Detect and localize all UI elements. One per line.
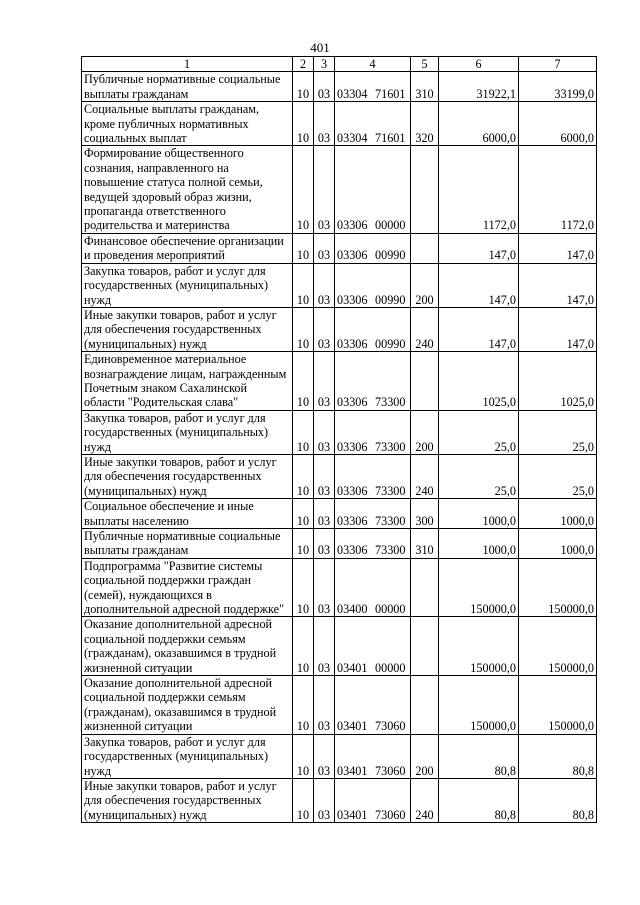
row-subsection: 03 <box>314 146 335 233</box>
table-row <box>82 778 597 822</box>
row-amount-year2: 80,8 <box>519 778 597 822</box>
table-row <box>82 72 597 102</box>
row-section: 10 <box>293 263 314 307</box>
row-section: 10 <box>293 102 314 146</box>
page-number: 401 <box>310 40 330 55</box>
row-name: Социальные выплаты гражданам, кроме публичных нормативных социальных выплат <box>82 102 293 146</box>
row-amount-year2: 1000,0 <box>519 499 597 529</box>
target-article-part2: 00000 <box>375 660 406 675</box>
row-amount-year1: 1172,0 <box>439 146 519 233</box>
row-amount-year1: 80,8 <box>439 778 519 822</box>
row-amount-year2: 147,0 <box>519 263 597 307</box>
row-amount-year2: 147,0 <box>519 307 597 351</box>
target-article-part2: 71601 <box>375 86 406 101</box>
target-article-part2: 00000 <box>375 602 406 617</box>
row-name: Публичные нормативные социальные выплаты гражданам <box>82 529 293 559</box>
target-article-part1: 03401 <box>337 763 368 778</box>
row-section: 10 <box>293 410 314 454</box>
row-name: Подпрограмма "Развитие системы социальной поддержки граждан (семей), нуждающихся в дополнительной адресной поддержке" <box>82 558 293 617</box>
row-target-article <box>335 263 411 307</box>
table-row <box>82 676 597 735</box>
row-expense-type <box>411 617 439 676</box>
table-row <box>82 454 597 498</box>
table-row <box>82 263 597 307</box>
row-section: 10 <box>293 72 314 102</box>
target-article-part1: 03306 <box>337 439 368 454</box>
row-amount-year2: 147,0 <box>519 233 597 263</box>
row-amount-year1: 150000,0 <box>439 558 519 617</box>
row-target-article <box>335 734 411 778</box>
row-name: Оказание дополнительной адресной социальной поддержки семьям (гражданам), оказавшимся в трудной жизненной ситуации <box>82 617 293 676</box>
row-amount-year2: 1000,0 <box>519 529 597 559</box>
row-target-article <box>335 454 411 498</box>
row-section: 10 <box>293 778 314 822</box>
row-subsection: 03 <box>314 558 335 617</box>
row-subsection: 03 <box>314 454 335 498</box>
row-target-article <box>335 233 411 263</box>
target-article-part1: 03306 <box>337 218 368 233</box>
row-target-article <box>335 102 411 146</box>
table-row <box>82 499 597 529</box>
row-expense-type: 200 <box>411 263 439 307</box>
row-subsection: 03 <box>314 102 335 146</box>
row-subsection: 03 <box>314 676 335 735</box>
row-name: Закупка товаров, работ и услуг для государственных (муниципальных) нужд <box>82 410 293 454</box>
row-name: Закупка товаров, работ и услуг для государственных (муниципальных) нужд <box>82 263 293 307</box>
row-amount-year2: 80,8 <box>519 734 597 778</box>
row-target-article <box>335 72 411 102</box>
row-target-article <box>335 352 411 411</box>
row-subsection: 03 <box>314 72 335 102</box>
table-row <box>82 146 597 233</box>
row-expense-type: 240 <box>411 454 439 498</box>
table-row <box>82 410 597 454</box>
row-name: Финансовое обеспечение организации и проведения мероприятий <box>82 233 293 263</box>
target-article-part1: 03306 <box>337 248 368 263</box>
row-subsection: 03 <box>314 529 335 559</box>
row-subsection: 03 <box>314 233 335 263</box>
target-article-part2: 73060 <box>375 807 406 822</box>
row-name: Закупка товаров, работ и услуг для государственных (муниципальных) нужд <box>82 734 293 778</box>
row-subsection: 03 <box>314 352 335 411</box>
table-body <box>82 72 597 823</box>
row-subsection: 03 <box>314 617 335 676</box>
row-amount-year2: 25,0 <box>519 454 597 498</box>
row-subsection: 03 <box>314 410 335 454</box>
row-amount-year1: 31922,1 <box>439 72 519 102</box>
target-article-part2: 00000 <box>375 218 406 233</box>
row-name: Иные закупки товаров, работ и услуг для обеспечения государственных (муниципальных) нужд <box>82 454 293 498</box>
row-amount-year1: 147,0 <box>439 307 519 351</box>
row-amount-year2: 33199,0 <box>519 72 597 102</box>
row-expense-type: 300 <box>411 499 439 529</box>
row-amount-year2: 150000,0 <box>519 617 597 676</box>
row-name: Оказание дополнительной адресной социальной поддержки семьям (гражданам), оказавшимся в трудной жизненной ситуации <box>82 676 293 735</box>
row-name: Социальное обеспечение и иные выплаты населению <box>82 499 293 529</box>
row-target-article <box>335 146 411 233</box>
row-amount-year1: 147,0 <box>439 263 519 307</box>
row-amount-year2: 150000,0 <box>519 676 597 735</box>
row-amount-year1: 1000,0 <box>439 499 519 529</box>
row-name: Иные закупки товаров, работ и услуг для обеспечения государственных (муниципальных) нужд <box>82 307 293 351</box>
row-amount-year2: 6000,0 <box>519 102 597 146</box>
row-section: 10 <box>293 307 314 351</box>
row-target-article <box>335 499 411 529</box>
row-section: 10 <box>293 146 314 233</box>
row-expense-type: 200 <box>411 410 439 454</box>
row-section: 10 <box>293 352 314 411</box>
row-amount-year1: 147,0 <box>439 233 519 263</box>
budget-table <box>81 56 597 823</box>
target-article-part1: 03306 <box>337 543 368 558</box>
target-article-part1: 03401 <box>337 807 368 822</box>
row-expense-type <box>411 676 439 735</box>
row-expense-type <box>411 146 439 233</box>
row-amount-year1: 150000,0 <box>439 676 519 735</box>
table-row <box>82 558 597 617</box>
row-expense-type: 310 <box>411 72 439 102</box>
row-section: 10 <box>293 558 314 617</box>
row-amount-year1: 6000,0 <box>439 102 519 146</box>
target-article-part1: 03306 <box>337 395 368 410</box>
column-header: 5 <box>411 57 439 72</box>
target-article-part1: 03304 <box>337 131 368 146</box>
target-article-part2: 00990 <box>375 248 406 263</box>
table-row <box>82 352 597 411</box>
target-article-part1: 03304 <box>337 86 368 101</box>
row-expense-type: 320 <box>411 102 439 146</box>
row-amount-year1: 150000,0 <box>439 617 519 676</box>
row-target-article <box>335 529 411 559</box>
table-row <box>82 307 597 351</box>
target-article-part2: 73300 <box>375 543 406 558</box>
target-article-part2: 71601 <box>375 131 406 146</box>
target-article-part1: 03306 <box>337 336 368 351</box>
table-row <box>82 617 597 676</box>
column-header: 4 <box>335 57 411 72</box>
target-article-part2: 73060 <box>375 719 406 734</box>
row-amount-year1: 25,0 <box>439 454 519 498</box>
row-target-article <box>335 617 411 676</box>
column-header: 2 <box>293 57 314 72</box>
column-header: 3 <box>314 57 335 72</box>
row-expense-type: 200 <box>411 734 439 778</box>
row-expense-type <box>411 233 439 263</box>
row-section: 10 <box>293 233 314 263</box>
row-section: 10 <box>293 617 314 676</box>
row-name: Иные закупки товаров, работ и услуг для обеспечения государственных (муниципальных) нужд <box>82 778 293 822</box>
row-expense-type: 310 <box>411 529 439 559</box>
row-expense-type: 240 <box>411 307 439 351</box>
row-expense-type <box>411 558 439 617</box>
row-target-article <box>335 307 411 351</box>
row-amount-year1: 1025,0 <box>439 352 519 411</box>
table-row <box>82 102 597 146</box>
row-subsection: 03 <box>314 734 335 778</box>
target-article-part1: 03306 <box>337 292 368 307</box>
row-amount-year2: 1025,0 <box>519 352 597 411</box>
row-amount-year2: 1172,0 <box>519 146 597 233</box>
target-article-part2: 73300 <box>375 439 406 454</box>
row-amount-year2: 150000,0 <box>519 558 597 617</box>
table-row <box>82 734 597 778</box>
row-subsection: 03 <box>314 499 335 529</box>
target-article-part2: 00990 <box>375 292 406 307</box>
column-header: 6 <box>439 57 519 72</box>
target-article-part1: 03401 <box>337 660 368 675</box>
row-target-article <box>335 676 411 735</box>
row-target-article <box>335 410 411 454</box>
row-amount-year2: 25,0 <box>519 410 597 454</box>
row-name: Формирование общественного сознания, направленного на повышение статуса полной семьи, ведущей здоровый образ жизни, пропаганда ответственного родительства и материнства <box>82 146 293 233</box>
row-section: 10 <box>293 454 314 498</box>
target-article-part2: 00990 <box>375 336 406 351</box>
target-article-part1: 03401 <box>337 719 368 734</box>
row-name: Публичные нормативные социальные выплаты гражданам <box>82 72 293 102</box>
row-amount-year1: 25,0 <box>439 410 519 454</box>
target-article-part2: 73060 <box>375 763 406 778</box>
target-article-part2: 73300 <box>375 483 406 498</box>
table-row <box>82 529 597 559</box>
row-subsection: 03 <box>314 263 335 307</box>
target-article-part2: 73300 <box>375 395 406 410</box>
target-article-part1: 03306 <box>337 483 368 498</box>
row-section: 10 <box>293 676 314 735</box>
column-header: 7 <box>519 57 597 72</box>
header-row <box>82 57 597 72</box>
column-header: 1 <box>82 57 293 72</box>
row-subsection: 03 <box>314 307 335 351</box>
row-expense-type <box>411 352 439 411</box>
row-name: Единовременное материальное вознаграждение лицам, награжденным Почетным знаком Сахалинской области "Родительская слава" <box>82 352 293 411</box>
row-subsection: 03 <box>314 778 335 822</box>
row-section: 10 <box>293 529 314 559</box>
row-target-article <box>335 778 411 822</box>
target-article-part2: 73300 <box>375 513 406 528</box>
row-target-article <box>335 558 411 617</box>
row-amount-year1: 80,8 <box>439 734 519 778</box>
row-expense-type: 240 <box>411 778 439 822</box>
row-amount-year1: 1000,0 <box>439 529 519 559</box>
row-section: 10 <box>293 734 314 778</box>
row-section: 10 <box>293 499 314 529</box>
target-article-part1: 03306 <box>337 513 368 528</box>
table-row <box>82 233 597 263</box>
target-article-part1: 03400 <box>337 602 368 617</box>
